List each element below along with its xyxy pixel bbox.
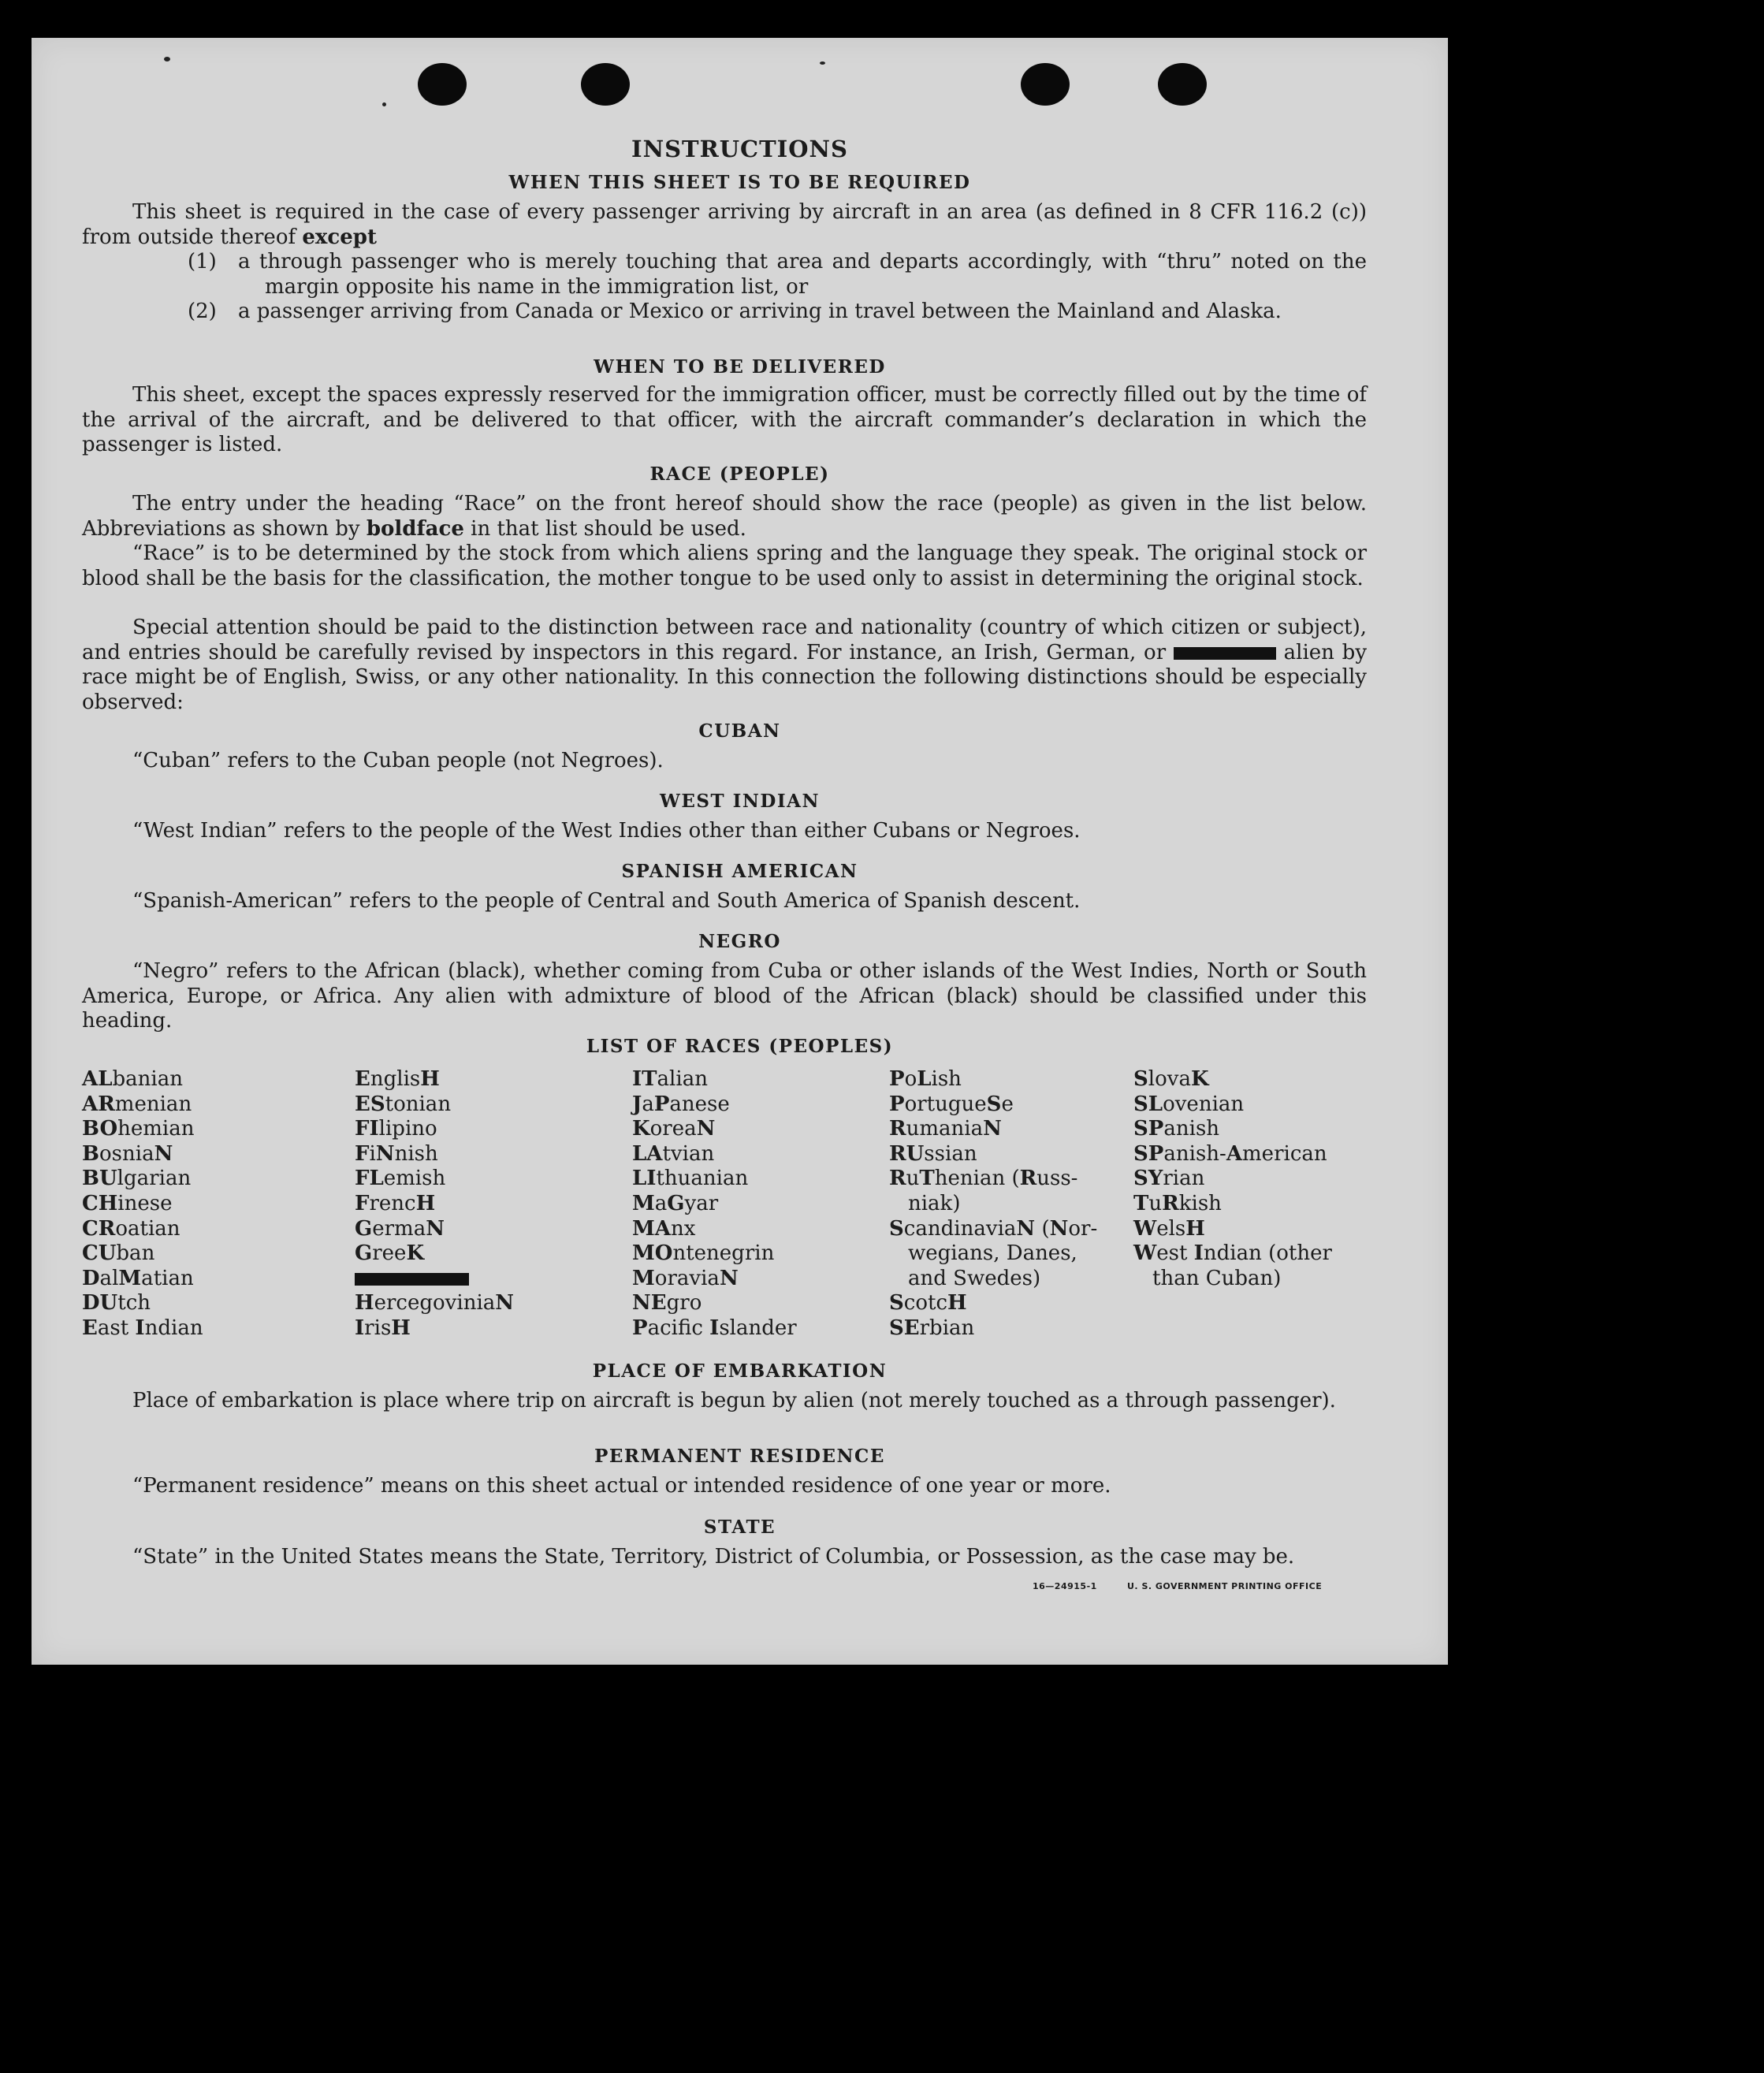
heading-list-of-races: LIST OF RACES (PEOPLES) — [586, 1036, 894, 1057]
race-list-item: SlovaK — [1133, 1067, 1209, 1091]
punch-hole — [418, 63, 467, 106]
heading-negro: NEGRO — [698, 931, 781, 952]
redaction-mark — [1174, 647, 1276, 660]
race-list-item: SLovenian — [1133, 1092, 1245, 1116]
race-list-item: MoraviaN — [632, 1266, 739, 1290]
when-delivered-text: This sheet, except the spaces expressly reserved for the immigration officer, must be correctly filled out by the time of the arrival of the aircraft, and be delivered to that officer, with the aircraft commander’s declaration in which the passenger is listed. — [82, 383, 1367, 456]
race-list-item: FIlipino — [355, 1117, 437, 1141]
races-column-5 — [1133, 1067, 1332, 1291]
race-list-item: FLemish — [355, 1167, 446, 1191]
race-list-item: SYrian — [1133, 1167, 1205, 1191]
race-list-item: CRoatian — [82, 1216, 180, 1241]
exception-item-1: a through passenger who is merely touching that area and departs accordingly, with “thru” noted on the margin opposite his name in the immigration list, or — [238, 250, 1367, 299]
printer-imprint: U. S. GOVERNMENT PRINTING OFFICE — [1127, 1581, 1323, 1591]
punch-hole — [1158, 63, 1207, 106]
residence-text: “Permanent residence” means on this sheet actual or intended residence of one year or more. — [132, 1474, 1111, 1498]
form-number: 16—24915-1 — [1033, 1581, 1097, 1591]
races-column-1 — [82, 1067, 203, 1342]
race-list-item: IrisH — [355, 1316, 411, 1340]
race-list-item: KoreaN — [632, 1117, 716, 1141]
race-list-item: BUlgarian — [82, 1167, 192, 1191]
race-list-item: ALbanian — [82, 1067, 183, 1091]
speck — [382, 102, 386, 106]
negro-text: “Negro” refers to the African (black), whether coming from Cuba or other islands of the West Indies, North or South America, Europe, or Africa. Any alien with admixture of blood of the African (black) should be classified under this heading. — [82, 959, 1367, 1033]
race-list-item: EnglisH — [355, 1067, 440, 1091]
heading-residence: PERMANENT RESIDENCE — [594, 1446, 885, 1467]
race-list-item: LIthuanian — [632, 1167, 749, 1191]
race-list-item: DUtch — [82, 1291, 151, 1316]
race-list-item: and Swedes) — [908, 1266, 1041, 1290]
race-list-item: PortugueSe — [889, 1092, 1014, 1116]
page-title: INSTRUCTIONS — [631, 136, 848, 162]
race-list-item: ARmenian — [82, 1092, 192, 1116]
race-list-item: BosniaN — [82, 1141, 173, 1166]
heading-cuban: CUBAN — [698, 720, 781, 742]
embarkation-text: Place of embarkation is place where trip on aircraft is begun by alien (not merely touched as a through passenger). — [132, 1389, 1336, 1412]
race-paragraph-1: The entry under the heading “Race” on the front hereof should show the race (people) as given in the list below. Abbreviations as shown by boldface in that list should be used. — [82, 492, 1367, 541]
state-text: “State” in the United States means the State, Territory, District of Columbia, or Possession, as the case may be. — [132, 1545, 1295, 1569]
heading-when-delivered: WHEN TO BE DELIVERED — [594, 356, 886, 378]
race-list-item: MOntenegrin — [632, 1241, 775, 1266]
heading-state: STATE — [703, 1517, 776, 1538]
race-list-item: ScotcH — [889, 1291, 967, 1316]
race-list-item: Pacifc Islander — [632, 1316, 797, 1340]
redaction-mark — [355, 1267, 514, 1292]
heading-race: RACE (PEOPLE) — [649, 463, 830, 485]
race-paragraph-2: “Race” is to be determined by the stock from which aliens spring and the language they speak. The original stock or blood shall be the basis for the classification, the mother tongue to be used only to assist in determining the original stock. — [82, 542, 1367, 590]
race-list-item: LAtvian — [632, 1141, 715, 1166]
race-list-item: GreeK — [355, 1241, 425, 1266]
heading-west-indian: WEST INDIAN — [660, 791, 820, 812]
race-list-item: WelsH — [1133, 1216, 1205, 1241]
heading-spanish-american: SPANISH AMERICAN — [621, 861, 858, 882]
race-list-item: SPanish-American — [1133, 1141, 1327, 1166]
race-list-item: FiNnish — [355, 1141, 438, 1166]
race-list-item: ITalian — [632, 1067, 708, 1091]
race-list-item: SPanish — [1133, 1117, 1220, 1141]
race-list-item: ScandinaviaN (Nor- — [889, 1216, 1098, 1241]
race-list-item: DalMatian — [82, 1266, 194, 1290]
race-list-item: RUssian — [889, 1141, 977, 1166]
item-number-1: (1) — [188, 250, 217, 274]
race-list-item: RuThenian (Russ- — [889, 1167, 1078, 1191]
race-list-item: MaGyar — [632, 1191, 719, 1215]
race-list-item: MAnx — [632, 1216, 696, 1241]
race-list-item: West Indian (other — [1133, 1241, 1332, 1266]
instruction-sheet — [32, 38, 1448, 1665]
heading-when-required: WHEN THIS SHEET IS TO BE REQUIRED — [508, 172, 971, 193]
item-number-2: (2) — [188, 300, 217, 323]
race-list-item: FrencH — [355, 1191, 436, 1215]
race-list-item: CUban — [82, 1241, 155, 1266]
race-list-item: BOhemian — [82, 1117, 195, 1141]
race-list-item: wegians, Danes, — [908, 1241, 1077, 1266]
speck — [164, 57, 170, 61]
races-column-3 — [632, 1067, 797, 1342]
race-list-item: niak) — [908, 1191, 961, 1215]
spanish-american-text: “Spanish-American” refers to the people of Central and South America of Spanish descent. — [132, 889, 1081, 913]
race-list-item: HercegoviniaN — [355, 1291, 515, 1316]
when-required-intro: This sheet is required in the case of every passenger arriving by aircraft in an area (as defined in 8 CFR 116.2 (c)) from outside thereof except — [82, 200, 1367, 249]
races-column-4 — [889, 1067, 1097, 1342]
race-list-item: SErbian — [889, 1316, 975, 1340]
race-list-item: NEgro — [632, 1291, 702, 1316]
west-indian-text: “West Indian” refers to the people of the West Indies other than either Cubans or Negroes. — [132, 819, 1081, 843]
race-list-item: CHinese — [82, 1191, 173, 1215]
race-list-item: PoLish — [889, 1067, 962, 1091]
exception-item-2: a passenger arriving from Canada or Mexico or arriving in travel between the Mainland and Alaska. — [238, 300, 1282, 323]
race-list-item: GermaN — [355, 1216, 445, 1241]
speck — [820, 61, 825, 65]
cuban-text: “Cuban” refers to the Cuban people (not Negroes). — [132, 749, 664, 772]
race-list-item: TuRkish — [1133, 1191, 1222, 1215]
race-paragraph-3: Special attention should be paid to the distinction between race and nationality (country of which citizen or subject), and entries should be carefully revised by inspectors in this regard. For instance, an Irish, German, or alien by race might be of English, Swiss, or any other nationality. In this connection the following distinctions should be especially observed: — [82, 616, 1368, 714]
heading-embarkation: PLACE OF EMBARKATION — [592, 1360, 888, 1382]
race-list-item: RumaniaN — [889, 1117, 1002, 1141]
punch-hole — [1021, 63, 1070, 106]
punch-hole — [581, 63, 630, 106]
race-list-item: EStonian — [355, 1092, 452, 1116]
race-list-item: JaPanese — [632, 1092, 730, 1116]
races-column-2 — [355, 1067, 514, 1342]
race-list-item: East Indian — [82, 1316, 203, 1340]
race-list-item: than Cuban) — [1152, 1266, 1282, 1290]
redacted-entry — [355, 1273, 469, 1286]
